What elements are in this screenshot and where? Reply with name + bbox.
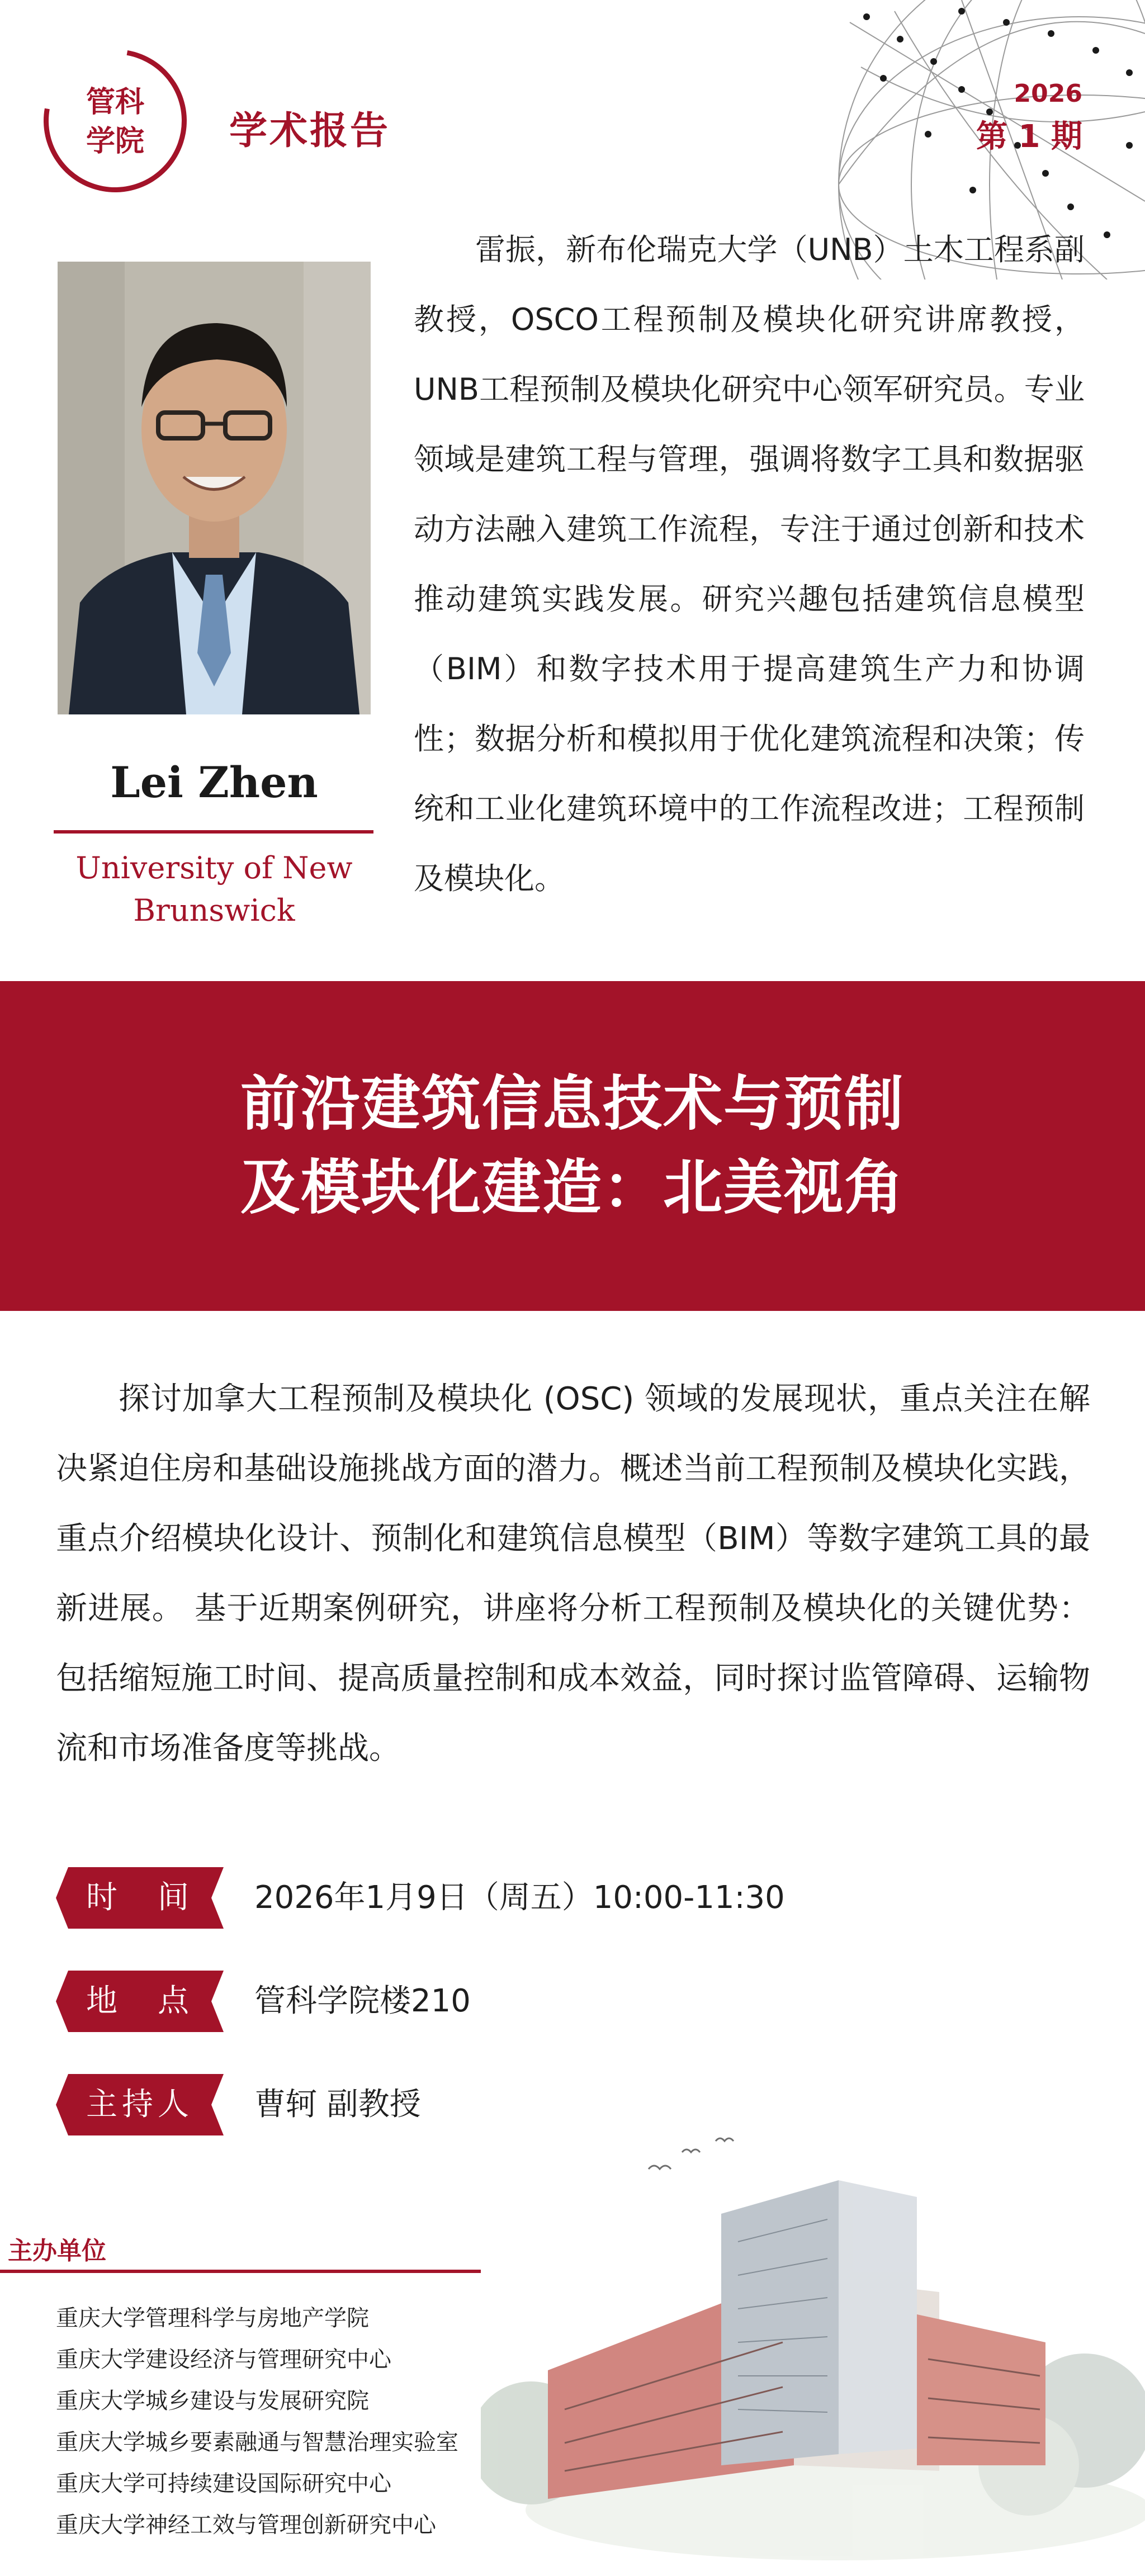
- speaker-photo: [58, 262, 371, 714]
- organizer-item: 重庆大学城乡要素融通与智慧治理实验室: [56, 2430, 458, 2455]
- host-value: 曹轲 副教授: [254, 2086, 421, 2123]
- issue-number: 第 1 期: [976, 119, 1082, 155]
- time-tag: [56, 1867, 224, 1929]
- organizers-list: [56, 2298, 458, 2546]
- talk-abstract: 探讨加拿大工程预制及模块化 (OSC) 领域的发展现状，重点关注在解决紧迫住房和基础设施挑战方面的潜力。概述当前工程预制及模块化实践，重点介绍模块化设计、预制化和建筑信息模型（BIM）等数字建筑工具的最新进展。 基于近期案例研究，讲座将分析工程预制及模块化的关键优势：包括缩短施工时间、提高质量控制和成本效益，同时探讨监管障碍、运输物流和市场准备度等挑战。: [56, 1381, 1090, 1767]
- talk-title-line-1: 前沿建筑信息技术与预制: [240, 1069, 905, 1138]
- talk-title: [0, 1062, 1145, 1230]
- issue-year: 2026: [1014, 79, 1082, 108]
- organizer-item: 重庆大学管理科学与房地产学院: [56, 2305, 369, 2331]
- place-label: 地 点: [86, 1983, 193, 2019]
- place-tag: [56, 1971, 224, 2032]
- speaker-bio: 雷振，新布伦瑞克大学（UNB）土木工程系副教授，OSCO工程预制及模块化研究讲席教授，UNB工程预制及模块化研究中心领军研究员。专业领域是建筑工程与管理，强调将数字工具和数据驱动方法融入建筑工作流程，专注于通过创新和技术推动建筑实践发展。研究兴趣包括建筑信息模型（BIM）和数字技术用于提高建筑生产力和协调性；数据分析和模拟用于优化建筑流程和决策；传统和工业化建筑环境中的工作流程改进；工程预制及模块化。: [414, 232, 1085, 896]
- host-label: 主持人: [86, 2086, 193, 2123]
- name-divider: [54, 830, 373, 834]
- speaker-name: Lei Zhen: [110, 757, 318, 807]
- organizer-item: 重庆大学城乡建设与发展研究院: [56, 2388, 369, 2414]
- talk-title-line-2: 及模块化建造：北美视角: [240, 1153, 905, 1222]
- logo-line-1: 管科: [86, 86, 144, 119]
- organizer-item: 重庆大学神经工效与管理创新研究中心: [56, 2512, 436, 2538]
- school-logo: [56, 83, 174, 161]
- organizers-divider: [0, 2270, 481, 2273]
- organizer-item: 重庆大学建设经济与管理研究中心: [56, 2347, 391, 2373]
- place-value: 管科学院楼210: [254, 1983, 471, 2019]
- organizer-item: 重庆大学可持续建设国际研究中心: [56, 2471, 391, 2497]
- time-label: 时 间: [86, 1879, 193, 1916]
- host-tag: [56, 2074, 224, 2135]
- page-title: 学术报告: [229, 109, 391, 153]
- time-value: 2026年1月9日（周五）10:00-11:30: [254, 1879, 785, 1916]
- speaker-affiliation: [58, 847, 371, 932]
- organizers-title: 主办单位: [8, 2237, 106, 2265]
- affiliation-line-2: Brunswick: [133, 893, 295, 928]
- building-sketch-illustration: [481, 2108, 1145, 2576]
- logo-line-2: 学院: [86, 125, 144, 158]
- affiliation-line-1: University of New: [75, 850, 353, 886]
